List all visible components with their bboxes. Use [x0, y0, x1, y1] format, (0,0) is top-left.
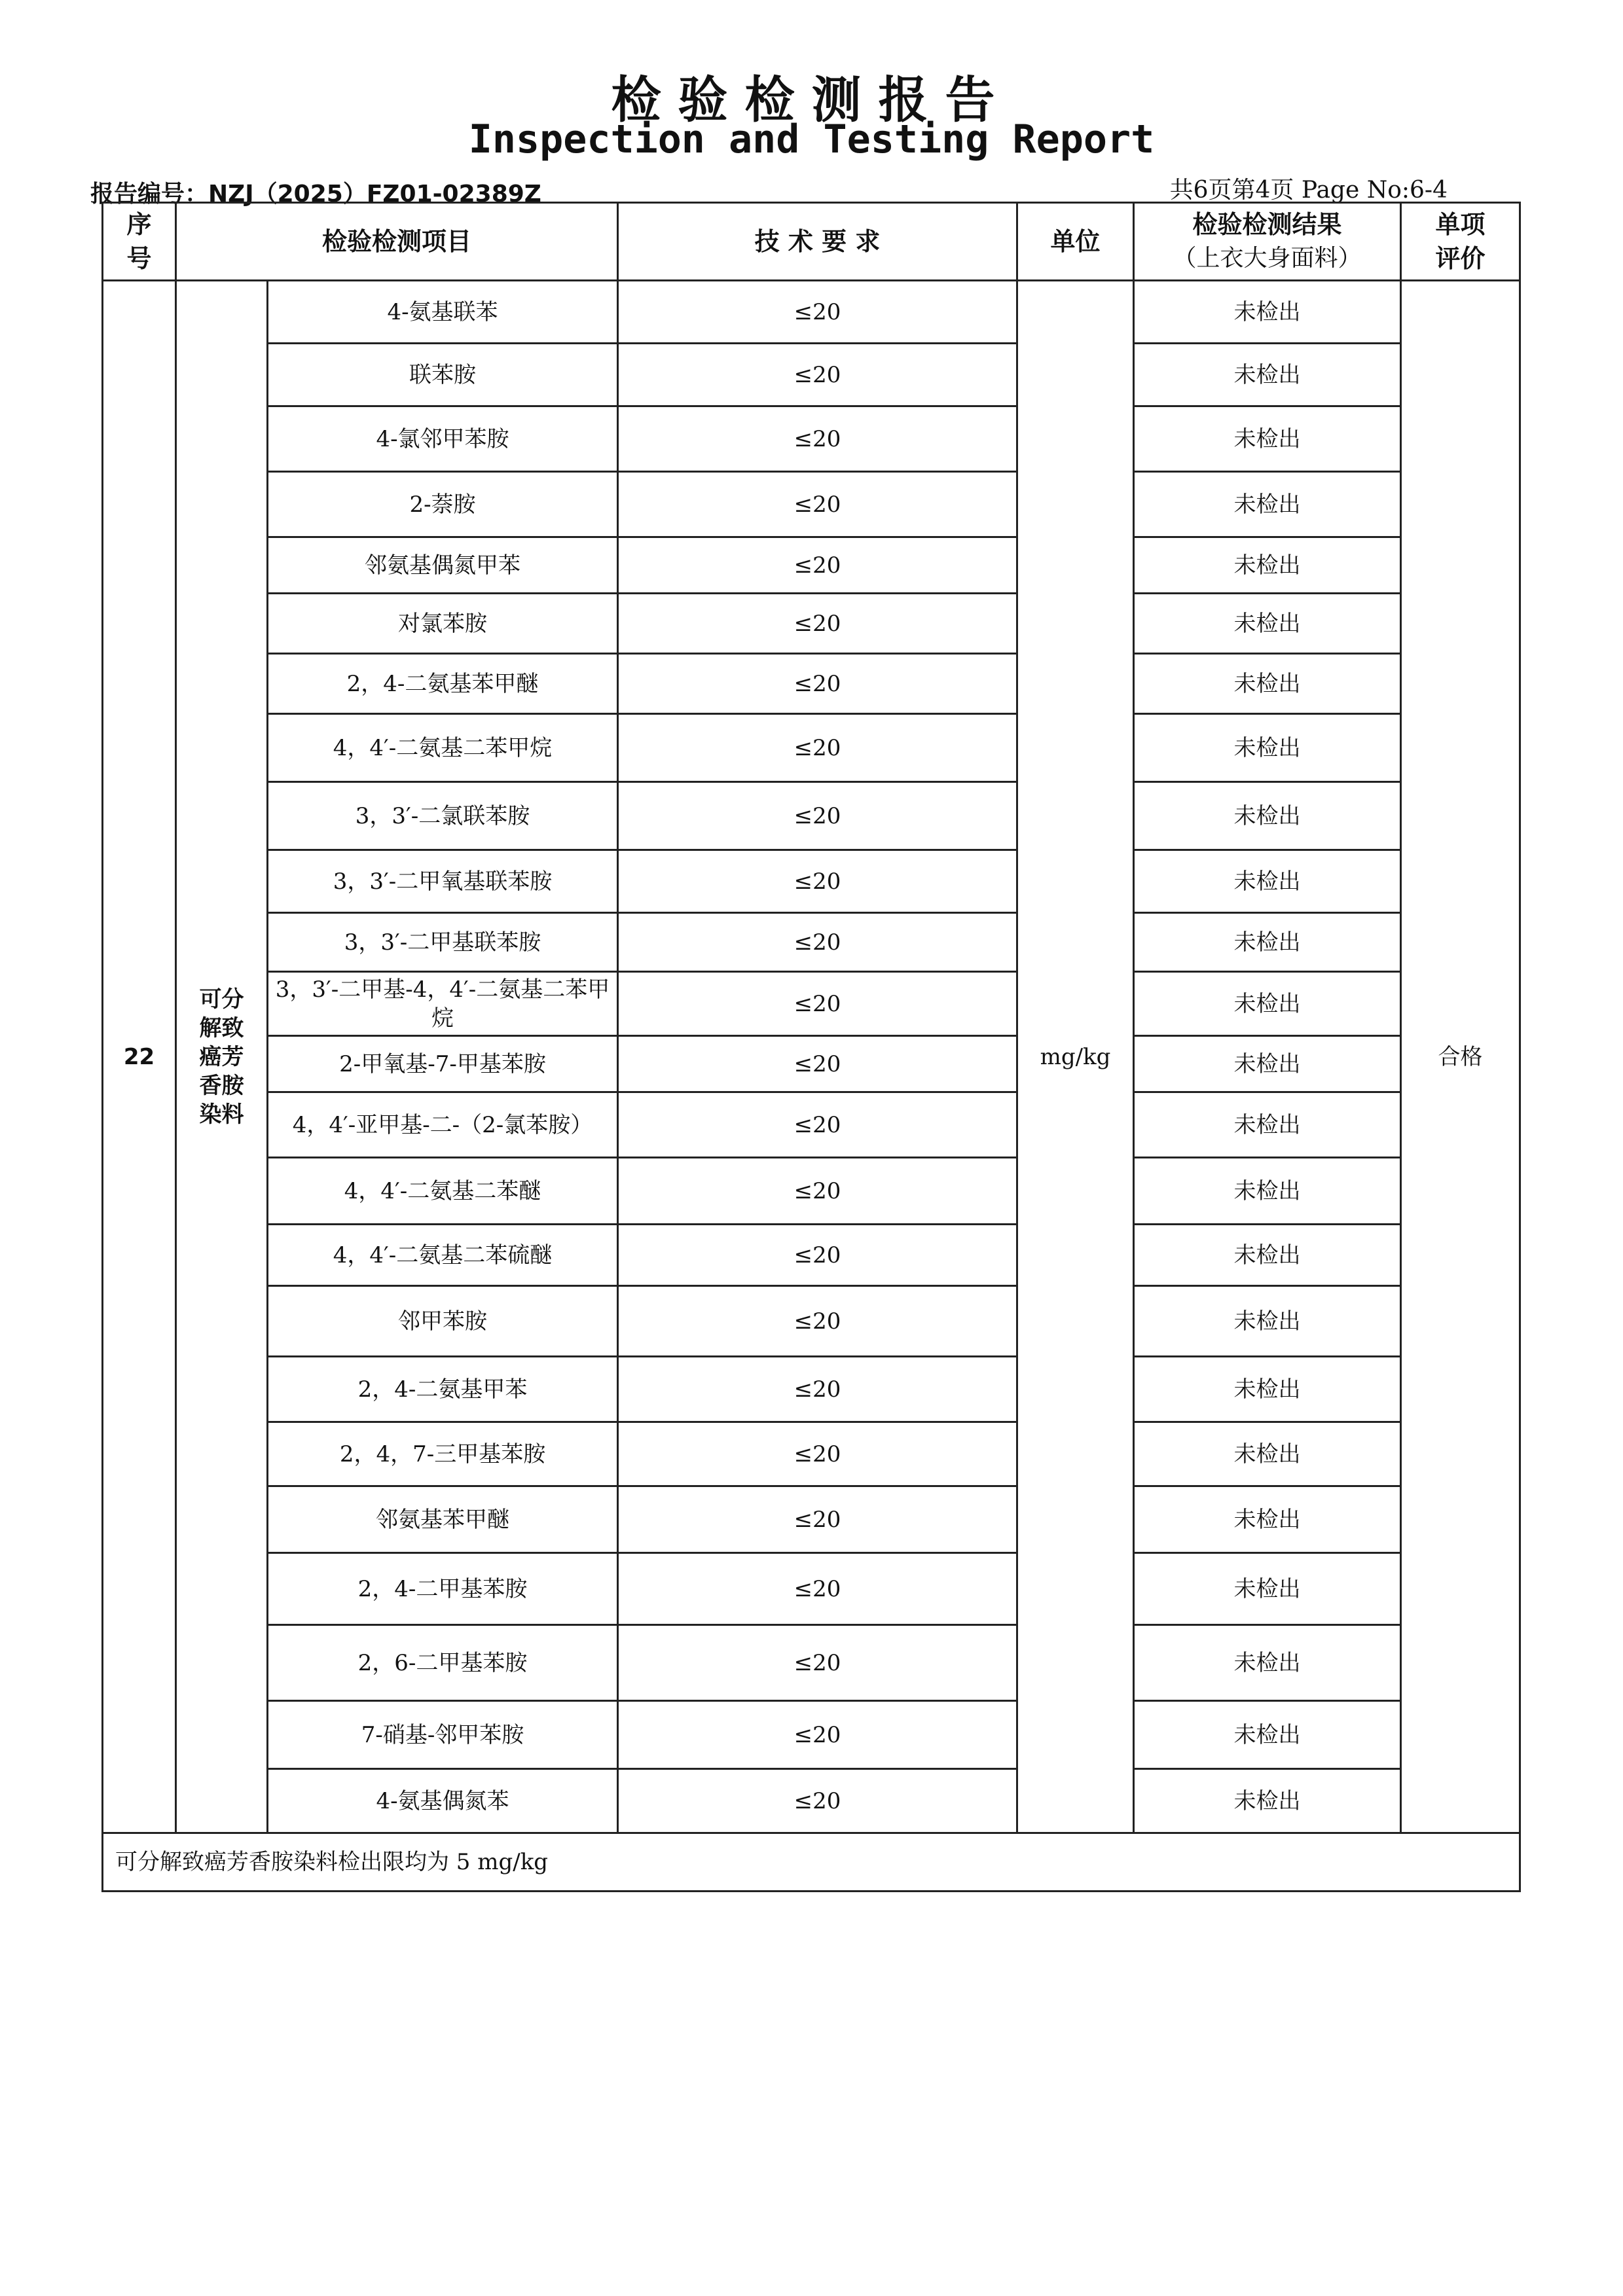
table-row [103, 972, 1520, 1036]
item-name: 4，4′-二氨基二苯甲烷 [268, 714, 618, 782]
result-value: 未检出 [1134, 1158, 1401, 1225]
unit-value: mg/kg [1017, 281, 1134, 1833]
table-row [103, 594, 1520, 654]
result-value: 未检出 [1134, 281, 1401, 344]
result-value: 未检出 [1134, 1036, 1401, 1092]
header-evaluation: 单项评价 [1401, 203, 1520, 281]
table-row [103, 472, 1520, 537]
table-row [103, 1225, 1520, 1286]
requirement-value: ≤20 [618, 406, 1017, 472]
result-value: 未检出 [1134, 654, 1401, 714]
requirement-value: ≤20 [618, 972, 1017, 1036]
requirement-value: ≤20 [618, 1701, 1017, 1769]
item-name: 2，4，7-三甲基苯胺 [268, 1422, 618, 1486]
requirement-value: ≤20 [618, 1036, 1017, 1092]
table-row [103, 714, 1520, 782]
requirement-value: ≤20 [618, 344, 1017, 406]
requirement-value: ≤20 [618, 1092, 1017, 1158]
result-value: 未检出 [1134, 1769, 1401, 1833]
result-value: 未检出 [1134, 1701, 1401, 1769]
table-row [103, 1625, 1520, 1701]
table-row [103, 1357, 1520, 1422]
header-seq: 序号 [103, 203, 176, 281]
item-name: 4，4′-二氨基二苯硫醚 [268, 1225, 618, 1286]
item-name: 2，4-二氨基苯甲醚 [268, 654, 618, 714]
result-value: 未检出 [1134, 1225, 1401, 1286]
sequence-number: 22 [103, 281, 176, 1833]
item-name: 对氯苯胺 [268, 594, 618, 654]
table-row [103, 1486, 1520, 1553]
item-name: 3，3′-二甲氧基联苯胺 [268, 850, 618, 913]
requirement-value: ≤20 [618, 1158, 1017, 1225]
table-row [103, 782, 1520, 850]
requirement-value: ≤20 [618, 913, 1017, 972]
table-row [103, 1092, 1520, 1158]
result-value: 未检出 [1134, 472, 1401, 537]
item-name: 邻氨基苯甲醚 [268, 1486, 618, 1553]
table-note-row [103, 1833, 1520, 1892]
item-name: 4-氨基偶氮苯 [268, 1769, 618, 1833]
report-number: 报告编号：NZJ（2025）FZ01-02389Z [90, 181, 541, 207]
result-value: 未检出 [1134, 1553, 1401, 1625]
item-name: 2，4-二甲基苯胺 [268, 1553, 618, 1625]
result-value: 未检出 [1134, 1486, 1401, 1553]
result-value: 未检出 [1134, 1625, 1401, 1701]
result-value: 未检出 [1134, 1422, 1401, 1486]
category-label: 可分解致癌芳香胺染料 [199, 986, 244, 1128]
result-value: 未检出 [1134, 714, 1401, 782]
requirement-value: ≤20 [618, 1286, 1017, 1357]
item-name: 邻氨基偶氮甲苯 [268, 537, 618, 594]
item-name: 联苯胺 [268, 344, 618, 406]
requirement-value: ≤20 [618, 850, 1017, 913]
header-unit: 单位 [1017, 203, 1134, 281]
table-header-row [103, 203, 1520, 281]
item-name: 邻甲苯胺 [268, 1286, 618, 1357]
item-name: 2-甲氧基-7-甲基苯胺 [268, 1036, 618, 1092]
header-item: 检验检测项目 [176, 203, 618, 281]
report-title-cn: 检验检测报告 [611, 71, 1012, 129]
table-row [103, 913, 1520, 972]
requirement-value: ≤20 [618, 1422, 1017, 1486]
table-row [103, 654, 1520, 714]
result-value: 未检出 [1134, 1357, 1401, 1422]
header-result-title: 检验检测结果 [1192, 210, 1342, 239]
requirement-value: ≤20 [618, 1769, 1017, 1833]
item-name: 4，4′-亚甲基-二-（2-氯苯胺） [268, 1092, 618, 1158]
header-result [1134, 203, 1401, 281]
table-row [103, 1553, 1520, 1625]
requirement-value: ≤20 [618, 594, 1017, 654]
requirement-value: ≤20 [618, 1625, 1017, 1701]
result-value: 未检出 [1134, 406, 1401, 472]
result-value: 未检出 [1134, 344, 1401, 406]
requirement-value: ≤20 [618, 1486, 1017, 1553]
result-value: 未检出 [1134, 537, 1401, 594]
table-row [103, 1422, 1520, 1486]
detection-limit-note: 可分解致癌芳香胺染料检出限均为 5 mg/kg [103, 1833, 1520, 1892]
requirement-value: ≤20 [618, 654, 1017, 714]
inspection-table [101, 202, 1521, 1892]
result-value: 未检出 [1134, 1092, 1401, 1158]
table-row [103, 344, 1520, 406]
requirement-value: ≤20 [618, 1225, 1017, 1286]
header-result-subtitle: （上衣大身面料） [1173, 245, 1362, 272]
evaluation-value: 合格 [1401, 281, 1520, 1833]
table-row [103, 281, 1520, 344]
item-name: 4-氯邻甲苯胺 [268, 406, 618, 472]
table-row [103, 1036, 1520, 1092]
requirement-value: ≤20 [618, 714, 1017, 782]
page-number: 共6页第4页 Page No:6-4 [1169, 177, 1448, 204]
table-row [103, 850, 1520, 913]
requirement-value: ≤20 [618, 537, 1017, 594]
table-row [103, 1701, 1520, 1769]
table-row [103, 1286, 1520, 1357]
result-value: 未检出 [1134, 850, 1401, 913]
requirement-value: ≤20 [618, 281, 1017, 344]
requirement-value: ≤20 [618, 1553, 1017, 1625]
result-value: 未检出 [1134, 1286, 1401, 1357]
item-name: 3，3′-二甲基-4，4′-二氨基二苯甲烷 [268, 972, 618, 1036]
item-name: 7-硝基-邻甲苯胺 [268, 1701, 618, 1769]
item-name: 3，3′-二氯联苯胺 [268, 782, 618, 850]
result-value: 未检出 [1134, 782, 1401, 850]
result-value: 未检出 [1134, 972, 1401, 1036]
category-name [176, 281, 268, 1833]
item-name: 3，3′-二甲基联苯胺 [268, 913, 618, 972]
table-row [103, 406, 1520, 472]
report-title-en: Inspection and Testing Report [468, 117, 1155, 162]
requirement-value: ≤20 [618, 472, 1017, 537]
table-row [103, 537, 1520, 594]
item-name: 4-氨基联苯 [268, 281, 618, 344]
item-name: 2，6-二甲基苯胺 [268, 1625, 618, 1701]
table-row [103, 1769, 1520, 1833]
result-value: 未检出 [1134, 594, 1401, 654]
header-requirement: 技 术 要 求 [618, 203, 1017, 281]
requirement-value: ≤20 [618, 1357, 1017, 1422]
result-value: 未检出 [1134, 913, 1401, 972]
table-row [103, 1158, 1520, 1225]
item-name: 4，4′-二氨基二苯醚 [268, 1158, 618, 1225]
requirement-value: ≤20 [618, 782, 1017, 850]
item-name: 2，4-二氨基甲苯 [268, 1357, 618, 1422]
item-name: 2-萘胺 [268, 472, 618, 537]
